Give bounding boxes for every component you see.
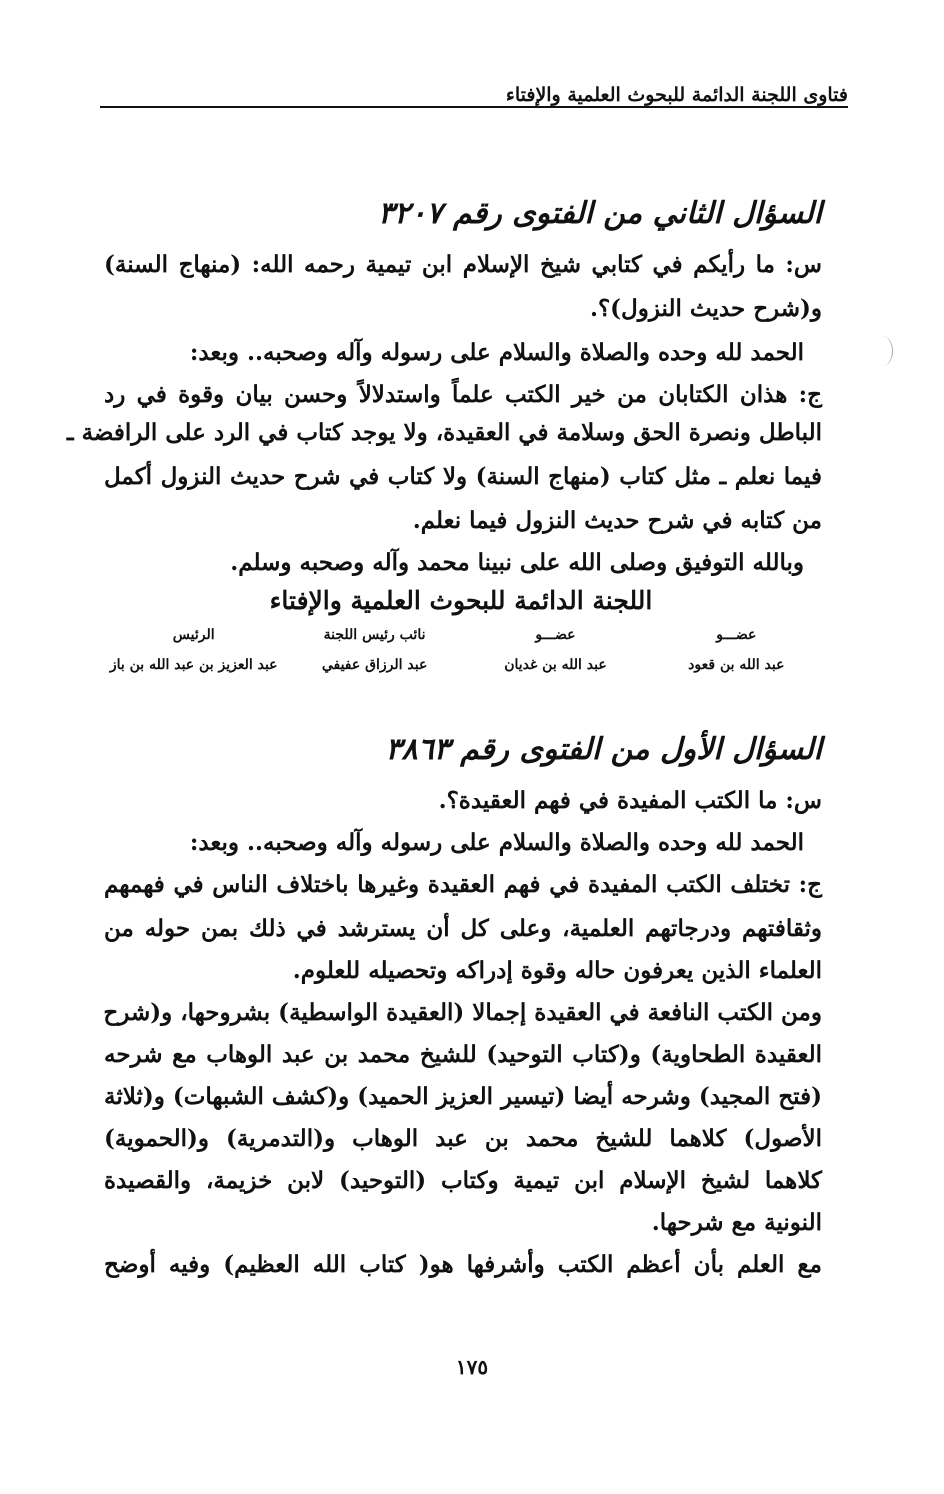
fatwa-2-line: مع العلم بأن أعظم الكتب وأشرفها هو( كتاب الله العظيم) وفيه أوضح (104, 1251, 822, 1278)
signatory (651, 624, 822, 684)
fatwa-2-line: الحمد لله وحده والصلاة والسلام على رسوله وآله وصحبه.. وبعد: (189, 829, 804, 856)
fatwa-2-title: السؤال الأول من الفتوى رقم ٣٨٦٣ (385, 732, 822, 767)
signatory-name: عبد العزيز بن عبد الله بن باز (109, 657, 278, 673)
signatory (289, 624, 460, 684)
fatwa-2-line: س: ما الكتب المفيدة في فهم العقيدة؟. (438, 787, 822, 814)
fatwa-2-line: ج: تختلف الكتب المفيدة في فهم العقيدة وغيرها باختلاف الناس في فهمهم (104, 871, 822, 898)
fatwa-1-line: من كتابه في شرح حديث النزول فيما نعلم. (412, 507, 822, 534)
page-number: ١٧٥ (455, 1355, 489, 1379)
signatory-name: عبد الرزاق عفيفي (321, 657, 428, 673)
signatory-role: نائب رئيس اللجنة (323, 627, 426, 643)
signatory-name: عبد الله بن غديان (504, 657, 607, 673)
fatwa-1-line: و(شرح حديث النزول)؟. (589, 295, 822, 322)
fatwa-2-line: العقيدة الطحاوية) و(كتاب التوحيد) للشيخ محمد بن عبد الوهاب مع شرحه (104, 1041, 822, 1068)
committee-name: اللجنة الدائمة للبحوث العلمية والإفتاء (269, 586, 653, 615)
fatwa-2-line: ومن الكتب النافعة في العقيدة إجمالا (العقيدة الواسطية) بشروحها، و(شرح (103, 999, 822, 1026)
fatwa-2-line: العلماء الذين يعرفون حاله وقوة إدراكه وتحصيله للعلوم. (292, 957, 822, 984)
fatwa-2-line: وثقافتهم ودرجاتهم العلمية، وعلى كل أن يسترشد في ذلك بمن حوله من (104, 915, 822, 942)
fatwa-2-line: (فتح المجيد) وشرحه أيضا (تيسير العزيز الحميد) و(كشف الشبهات) و(ثلاثة (104, 1083, 822, 1110)
header-rule (100, 106, 848, 108)
fatwa-1-line: وبالله التوفيق وصلى الله على نبينا محمد وآله وصحبه وسلم. (230, 549, 804, 576)
signatory-name: عبد الله بن قعود (688, 657, 785, 673)
margin-mark (872, 336, 893, 366)
running-header (100, 84, 848, 110)
fatwa-2-line: النونية مع شرحها. (651, 1209, 822, 1236)
fatwa-1-line: فيما نعلم ـ مثل كتاب (منهاج السنة) ولا كتاب في شرح حديث النزول أكمل (104, 463, 822, 490)
signatory-role: عضـــو (716, 627, 757, 643)
signatory (470, 624, 641, 684)
fatwa-1-line: س: ما رأيكم في كتابي شيخ الإسلام ابن تيمية رحمه الله: (منهاج السنة) (104, 251, 822, 278)
signatory (108, 624, 279, 684)
signatory-role: عضـــو (535, 627, 576, 643)
signatories (108, 624, 822, 684)
fatwa-2-line: كلاهما لشيخ الإسلام ابن تيمية وكتاب (التوحيد) لابن خزيمة، والقصيدة (104, 1167, 822, 1194)
signatory-role: الرئيس (172, 627, 215, 643)
header-title: فتاوى اللجنة الدائمة للبحوث العلمية والإفتاء (502, 84, 848, 106)
fatwa-1-line: الباطل ونصرة الحق وسلامة في العقيدة، ولا يوجد كتاب في الرد على الرافضة ـ (66, 419, 822, 446)
fatwa-1-line: الحمد لله وحده والصلاة والسلام على رسوله وآله وصحبه.. وبعد: (189, 339, 804, 366)
fatwa-1-title: السؤال الثاني من الفتوى رقم ٣٢٠٧ (378, 196, 822, 231)
fatwa-1-line: ج: هذان الكتابان من خير الكتب علماً واستدلالاً وحسن بيان وقوة في رد (104, 381, 822, 408)
fatwa-2-line: الأصول) كلاهما للشيخ محمد بن عبد الوهاب و(التدمرية) و(الحموية) (104, 1125, 822, 1152)
